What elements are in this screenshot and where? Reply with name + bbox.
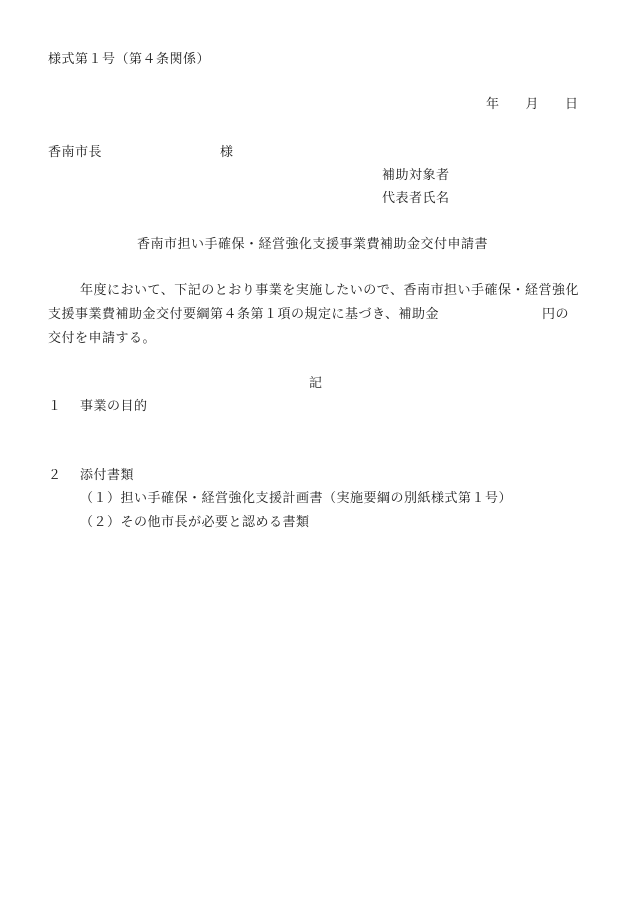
addressee-line: [48, 145, 234, 161]
body-line-2a: 支援事業費補助金交付要綱第４条第１項の規定に基づき、補助金: [48, 307, 439, 322]
date-month-label: 月: [525, 97, 540, 112]
section-1-label: 事業の目的: [80, 399, 148, 414]
body-line-3: 交付を申請する。: [48, 331, 157, 346]
attachment-item-2: （２）その他市長が必要と認める書類: [80, 515, 310, 530]
form-number: 様式第１号（第４条関係）: [48, 52, 211, 67]
section-2: [48, 468, 134, 484]
addressee-honorific: 様: [220, 145, 234, 160]
document-title: 香南市担い手確保・経営強化支援事業費補助金交付申請書: [137, 237, 489, 252]
representative-label: 代表者氏名: [382, 191, 450, 206]
date-day-label: 日: [565, 97, 579, 112]
attachment-item-1: （１）担い手確保・経営強化支援計画書（実施要綱の別紙様式第１号）: [80, 491, 513, 506]
section-2-number: ２: [48, 468, 62, 483]
section-2-label: 添付書類: [80, 468, 135, 483]
body-line-2: [48, 307, 569, 323]
subject-label: 補助対象者: [382, 168, 450, 183]
body-line-2b: 円の: [541, 307, 569, 322]
body-line-1: 年度において、下記のとおり事業を実施したいので、香南市担い手確保・経営強化: [80, 283, 579, 298]
ki-heading: 記: [309, 376, 323, 391]
date-year-label: 年: [486, 97, 500, 112]
date-line: [486, 97, 579, 113]
section-1-number: １: [48, 399, 62, 414]
addressee-name: 香南市長: [48, 145, 103, 160]
section-1: [48, 399, 148, 415]
